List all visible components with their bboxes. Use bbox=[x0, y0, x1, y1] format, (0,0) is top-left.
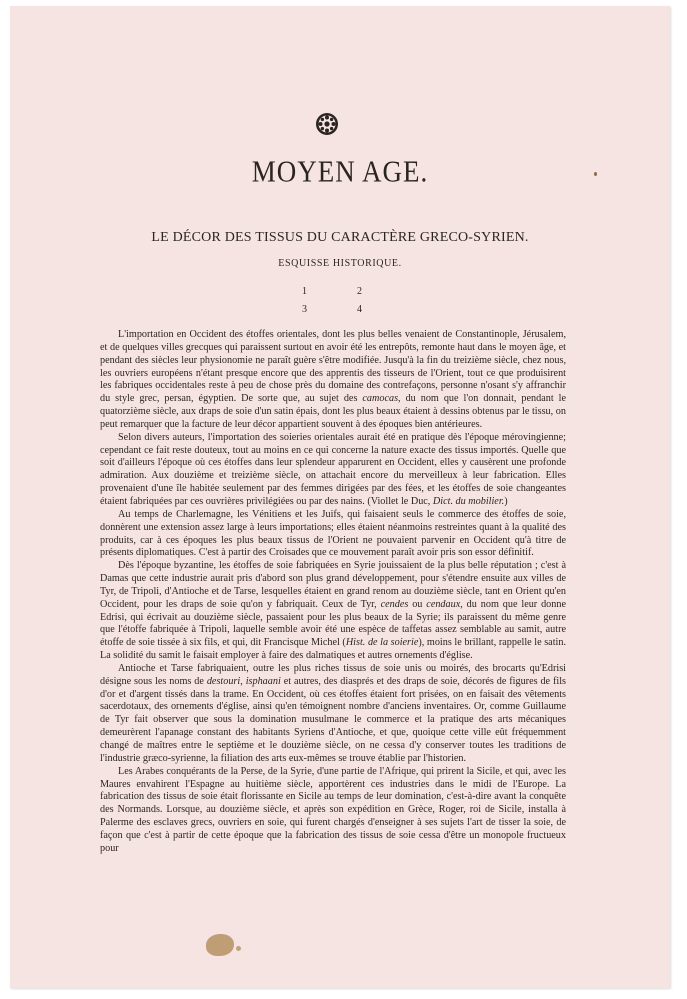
paper-stain bbox=[236, 946, 241, 951]
paper-stain bbox=[206, 934, 234, 956]
plate-number: 3 bbox=[302, 304, 307, 315]
paragraph-text: Antioche et Tarse fabriquaient, outre les plus riches tissus de soie unis ou moirés, des brocarts qu'Edrisi désigne sous les noms de bbox=[100, 662, 566, 687]
paragraph-text: Selon divers auteurs, l'importation des soieries orientales aurait été en pratique dès l'époque mérovingienne; cependant ce fait reste douteux, tout au moins en ce qui concerne la nature exacte des tissus importés. Quelle que soit d'ailleurs l'époque où ces étoffes dans leur splendeur apparurent en Occident, elles y causèrent une profonde admiration. Aux douzième et treizième siècle, on attachait encore du merveilleux à leur fabrication. Elles provenaient d'une île habitée seulement par des femmes dirigées par des fées, et les étoffes de soie changeantes étaient fabriquées par ces ouvrières privilégiées ou par des nains. (Viollet le Duc, bbox=[100, 431, 566, 507]
body-paragraph bbox=[100, 329, 566, 432]
paragraph-text: , bbox=[240, 675, 246, 687]
italic-text: cendaux bbox=[426, 598, 461, 610]
italic-text: isphaani bbox=[245, 675, 281, 687]
plate-number: 4 bbox=[357, 304, 362, 315]
body-paragraph bbox=[100, 432, 566, 509]
italic-text: Dict. du mobilier. bbox=[432, 495, 505, 507]
italic-text: cendes bbox=[380, 598, 409, 610]
body-paragraph bbox=[100, 560, 566, 663]
page-title: MOYEN AGE. bbox=[251, 153, 429, 189]
body-text bbox=[100, 329, 566, 856]
paragraph-text: Les Arabes conquérants de la Perse, de la Syrie, d'une partie de l'Afrique, qui prirent la Sicile, et qui, avec les Maures envahirent l'Espagne au huitième siècle, apportèrent ces industries dans le midi de l'Europe. La fabrication des tissus de soie était florissante en Sicile au temps de leur domination, c'est-à-dire avant la conquête des Normands. Lorsque, au douzième siècle, et après son expédition en Grèce, Roger, roi de Sicile, installa à Palerme des esclaves grecs, ouvriers en soie, qui furent chargés d'enseigner à ses sujets l'art de tisser la soie, de façon que c'est à partir de cette époque que la fabrication des tissus de soie cessa d'être un monopole fructueux pour bbox=[100, 765, 566, 854]
paragraph-text: Dès l'époque byzantine, les étoffes de soie fabriquées en Syrie jouissaient de la plus belle réputation ; c'est à Damas que cette industrie aurait pris d'abord son plus grand développement, pour s'étendre ensuite aux villes de Tyr, de Tripoli, d'Antioche et de Tarse, lesquelles étaient en grand renom au douzième siècle, tant en Orient qu'en Occident, pour les draps de soie qu'on y fabriquait. Ceux de Tyr, bbox=[100, 560, 566, 610]
paragraph-text: L'importation en Occident des étoffes orientales, dont les plus belles venaient de Constantinople, Jérusalem, et de quelques villes grecques qui paraissent surtout en avoir été les entrepôts, remonte haut dans le moyen âge, et pendant des siècles leur physionomie ne paraît guère s'être modifiée. Jusqu'à la fin du treizième siècle, chez nous, les ouvriers européens n'étant presque encore que des apprentis des tisseurs de l'Orient, tout ce que produisirent les fabriques occidentales reste à peu de chose près du domaine des contrefaçons, personne n'osant s'y affranchir du style grec, persan, égyptien. De sorte que, au sujet des bbox=[100, 329, 566, 405]
paragraph-text: , du nom que l'on donnait, pendant le quatorzième siècle, aux draps de soie d'un satin épais, dont les plus beaux étaient à dessins obtenus par le tissu, on peut remarquer que la facture de leur décor appartient souvent à des époques bien antérieures. bbox=[100, 393, 566, 430]
italic-text: destouri bbox=[206, 675, 241, 687]
body-paragraph bbox=[100, 766, 566, 856]
paragraph-text: , du nom que leur donne Edrisi, qui écrivait au douzième siècle, passaient pour les plus beaux de la Syrie; ils paraissent du même genre que l'étoffe fabriquée à Tripoli, laquelle semble avoir été une espèce de taffetas assez semblable au samit, autre étoffe de soie tissée à six fils, et qui, dit Francisque Michel ( bbox=[100, 598, 566, 649]
plate-number: 1 bbox=[302, 286, 307, 297]
paragraph-text: ) bbox=[504, 495, 508, 507]
paragraph-text: et autres, des diasprés et des draps de soie, décorés de figures de fils d'or et d'argent tissés dans la trame. En Occident, où ces étoffes étaient fort prisées, on en faisait des vêtements sacerdotaux, des ornements d'église, ainsi qu'en témoignent nombre d'anciens inventaires. Or, comme Guillaume de Tyr fait observer que sous la domination musulmane le commerce et la pratique des arts mécaniques demeurèrent l'apanage constant des habitants Syriens d'Antioche, et que, quoique cette ville eût fréquemment changé de maîtres entre le septième et le douzième siècle, on ne cessa d'y conserver toutes les traditions de l'industrie græco-syrienne, la filiation des arts eux-mêmes se trouve établie par l'historien. bbox=[100, 675, 567, 764]
section-subtitle: LE DÉCOR DES TISSUS DU CARACTÈRE GRECO-SYRIEN. bbox=[151, 230, 529, 245]
plate-number: 2 bbox=[357, 286, 362, 297]
body-paragraph bbox=[100, 509, 566, 560]
rosette-ornament-icon bbox=[315, 112, 339, 136]
paragraph-text: ou bbox=[408, 598, 427, 610]
italic-text: camocas bbox=[362, 393, 399, 405]
section-label: ESQUISSE HISTORIQUE. bbox=[278, 258, 402, 269]
italic-text: Hist. de la soierie bbox=[345, 637, 419, 649]
document-page bbox=[10, 6, 670, 988]
paragraph-text: ), moins le brillant, rappelle le satin. La solidité du samit le faisait employer à faire des dalmatiques et autres ornements d'église. bbox=[100, 637, 566, 662]
paper-speck bbox=[594, 172, 597, 176]
paragraph-text: Au temps de Charlemagne, les Vénitiens et les Juifs, qui faisaient seuls le commerce des étoffes de soie, donnèrent une extension assez large à leurs importations; elles étaient néanmoins restreintes quant à la qualité des produits, car à ces époques les plus beaux tissus de l'Orient ne pouvaient parvenir en Occident qu'à titre de présents diplomatiques. C'est à partir des Croisades que ce mouvement paraît avoir pris son essor définitif. bbox=[100, 508, 566, 559]
plate-numbers bbox=[302, 286, 362, 322]
body-paragraph bbox=[100, 663, 566, 766]
